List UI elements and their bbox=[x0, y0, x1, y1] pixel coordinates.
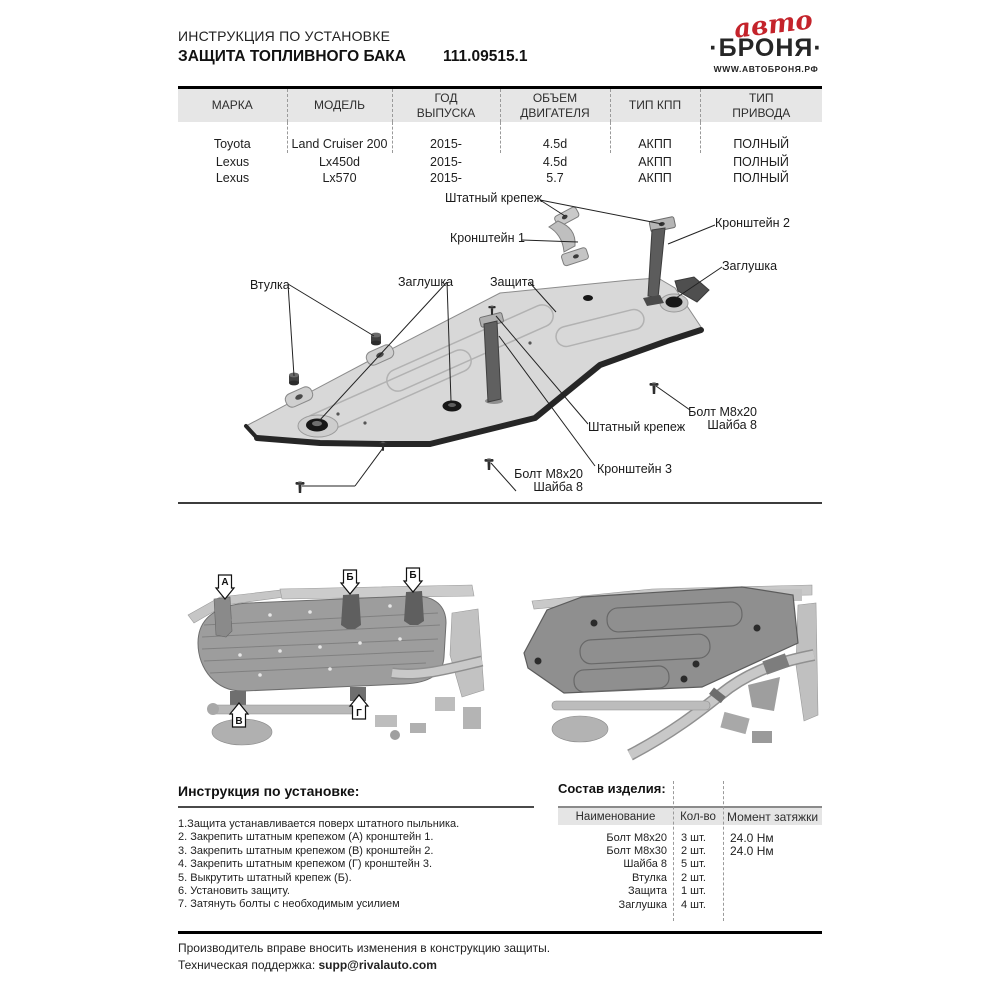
part-number: 111.09515.1 bbox=[443, 48, 528, 65]
label-bushing: Втулка bbox=[250, 278, 290, 292]
part-name: Болт М8х20 bbox=[606, 831, 667, 844]
col-engine: ОБЪЕМ ДВИГАТЕЛЯ bbox=[500, 88, 610, 123]
table-row bbox=[178, 122, 822, 153]
section-divider bbox=[178, 502, 822, 504]
svg-text:В: В bbox=[235, 716, 243, 727]
logo-brand-text: ·БРОНЯ· bbox=[709, 34, 823, 62]
list-item: 1.Защита устанавливается поверх штатного пыльника. bbox=[178, 818, 460, 830]
cell-gearbox: АКПП bbox=[638, 155, 672, 169]
parts-row bbox=[558, 858, 822, 871]
cell-model: Land Cruiser 200 bbox=[287, 122, 392, 153]
part-name: Шайба 8 bbox=[623, 858, 667, 871]
header-block bbox=[178, 28, 406, 66]
label-shield: Защита bbox=[490, 275, 535, 289]
parts-table-divider bbox=[723, 781, 724, 921]
part-name: Защита bbox=[628, 885, 667, 898]
cell-drive: ПОЛНЫЙ bbox=[733, 137, 790, 151]
part-qty: 5 шт. bbox=[681, 858, 706, 871]
part-name: Заглушка bbox=[618, 898, 667, 911]
col-qty: Кол-во bbox=[680, 810, 716, 823]
list-item: 7. Затянуть болты с необходимым усилием bbox=[178, 898, 400, 911]
label-plug-left: Заглушка bbox=[398, 275, 454, 289]
part-name: Втулка bbox=[632, 871, 667, 884]
cell-year: 2015- bbox=[392, 122, 500, 153]
brand-logo bbox=[700, 5, 832, 74]
plug-center bbox=[443, 401, 462, 412]
install-instructions bbox=[178, 783, 543, 912]
part-qty: 2 шт. bbox=[681, 871, 706, 884]
page-title: ЗАЩИТА ТОПЛИВНОГО БАКА bbox=[178, 48, 406, 65]
label-bolt-bottom: Болт М8х20 bbox=[514, 467, 583, 481]
parts-row bbox=[558, 871, 822, 884]
cell-year: 2015- bbox=[430, 155, 462, 169]
col-torque: Момент затяжки bbox=[726, 809, 819, 824]
col-drive: ТИП ПРИВОДА bbox=[700, 88, 822, 123]
plug-recess-left bbox=[298, 415, 338, 437]
cell-model: Lx570 bbox=[322, 171, 357, 185]
cell-make: Toyota bbox=[178, 122, 287, 153]
bracket-1-drawing bbox=[549, 206, 589, 266]
part-torque: 24.0 Нм bbox=[730, 844, 774, 859]
list-item: 6. Установить защиту. bbox=[178, 885, 290, 898]
exploded-diagram bbox=[178, 186, 822, 504]
footer bbox=[178, 931, 822, 972]
bolt-icon bbox=[296, 481, 305, 493]
svg-text:Б: Б bbox=[346, 572, 354, 583]
parts-row bbox=[558, 885, 822, 898]
cell-model: Lx450d bbox=[318, 155, 360, 169]
cell-drive: ПОЛНЫЙ bbox=[733, 155, 789, 169]
footer-disclaimer: Производитель вправе вносить изменения в конструкцию защиты. bbox=[178, 941, 551, 955]
part-qty: 3 шт. bbox=[681, 831, 706, 844]
col-part-name: Наименование bbox=[575, 810, 656, 823]
doc-type: ИНСТРУКЦИЯ ПО УСТАНОВКЕ bbox=[178, 28, 391, 44]
part-name: Болт М8х30 bbox=[606, 845, 667, 858]
col-year: ГОД ВЫПУСКА bbox=[392, 88, 500, 123]
part-torque: 24.0 Нм bbox=[730, 830, 774, 845]
cell-year: 2015- bbox=[430, 171, 462, 185]
col-gearbox: ТИП КПП bbox=[610, 88, 700, 123]
plug-right bbox=[660, 294, 688, 312]
label-bolt-right: Болт М8х20 bbox=[688, 405, 757, 419]
list-item: 5. Выкрутить штатный крепеж (Б). bbox=[178, 871, 352, 884]
install-steps bbox=[178, 818, 543, 912]
cell-engine: 4.5d bbox=[542, 155, 568, 169]
footer-support bbox=[178, 958, 822, 972]
label-factory-hardware-side: Штатный крепеж bbox=[588, 420, 686, 434]
parts-table bbox=[558, 781, 822, 911]
cell-drive: ПОЛНЫЙ bbox=[733, 171, 789, 185]
label-washer-bottom: Шайба 8 bbox=[533, 480, 583, 494]
parts-header-row bbox=[558, 806, 822, 825]
logo-site-text: WWW.АВТОБРОНЯ.РФ bbox=[713, 64, 819, 74]
bolt-icon bbox=[650, 382, 659, 394]
vehicle-table-header-row bbox=[178, 88, 822, 123]
parts-row bbox=[558, 898, 822, 911]
callout-arrow-a bbox=[216, 575, 234, 599]
support-label: Техническая поддержка: bbox=[178, 958, 316, 972]
logo-script-text: авто bbox=[732, 5, 814, 45]
cell-gearbox: АКПП bbox=[610, 122, 700, 153]
parts-row bbox=[558, 844, 822, 857]
list-item: 3. Закрепить штатным крепежом (В) кронштейн 2. bbox=[178, 844, 434, 857]
label-factory-hardware-top: Штатный крепеж bbox=[445, 191, 543, 205]
part-qty: 2 шт. bbox=[681, 845, 706, 858]
part-qty: 1 шт. bbox=[681, 885, 706, 898]
col-marka: МАРКА bbox=[178, 88, 287, 123]
part-qty: 4 шт. bbox=[681, 898, 706, 911]
instructions-rule bbox=[178, 806, 534, 808]
label-bracket-3: Кронштейн 3 bbox=[597, 462, 672, 476]
table-row bbox=[178, 169, 822, 185]
list-item: 4. Закрепить штатным крепежом (Г) кронштейн 3. bbox=[178, 858, 433, 871]
cell-make: Lexus bbox=[215, 171, 250, 185]
plug-small bbox=[583, 295, 593, 301]
vehicle-table bbox=[178, 86, 822, 185]
parts-table-divider bbox=[673, 781, 674, 921]
parts-heading: Состав изделия: bbox=[558, 781, 666, 796]
label-washer-right: Шайба 8 bbox=[707, 418, 757, 432]
label-plug-right: Заглушка bbox=[722, 259, 778, 273]
photo-after-install bbox=[512, 565, 824, 765]
cell-make: Lexus bbox=[215, 155, 250, 169]
table-row bbox=[178, 153, 822, 169]
parts-row bbox=[558, 831, 822, 844]
installed-shield-illustration bbox=[524, 585, 818, 755]
support-email: supp@rivalauto.com bbox=[318, 958, 437, 972]
label-bracket-1: Кронштейн 1 bbox=[450, 231, 525, 245]
svg-text:Г: Г bbox=[356, 708, 362, 719]
cell-gearbox: АКПП bbox=[638, 171, 672, 185]
svg-text:А: А bbox=[221, 577, 229, 588]
instructions-heading: Инструкция по установке: bbox=[178, 783, 360, 799]
cell-engine: 5.7 bbox=[546, 171, 564, 185]
svg-text:Б: Б bbox=[409, 570, 417, 581]
col-model: МОДЕЛЬ bbox=[287, 88, 392, 123]
photo-before-install bbox=[180, 565, 490, 765]
cell-engine: 4.5d bbox=[500, 122, 610, 153]
list-item: 2. Закрепить штатным крепежом (А) кронштейн 1. bbox=[178, 831, 434, 844]
label-bracket-2: Кронштейн 2 bbox=[715, 216, 790, 230]
